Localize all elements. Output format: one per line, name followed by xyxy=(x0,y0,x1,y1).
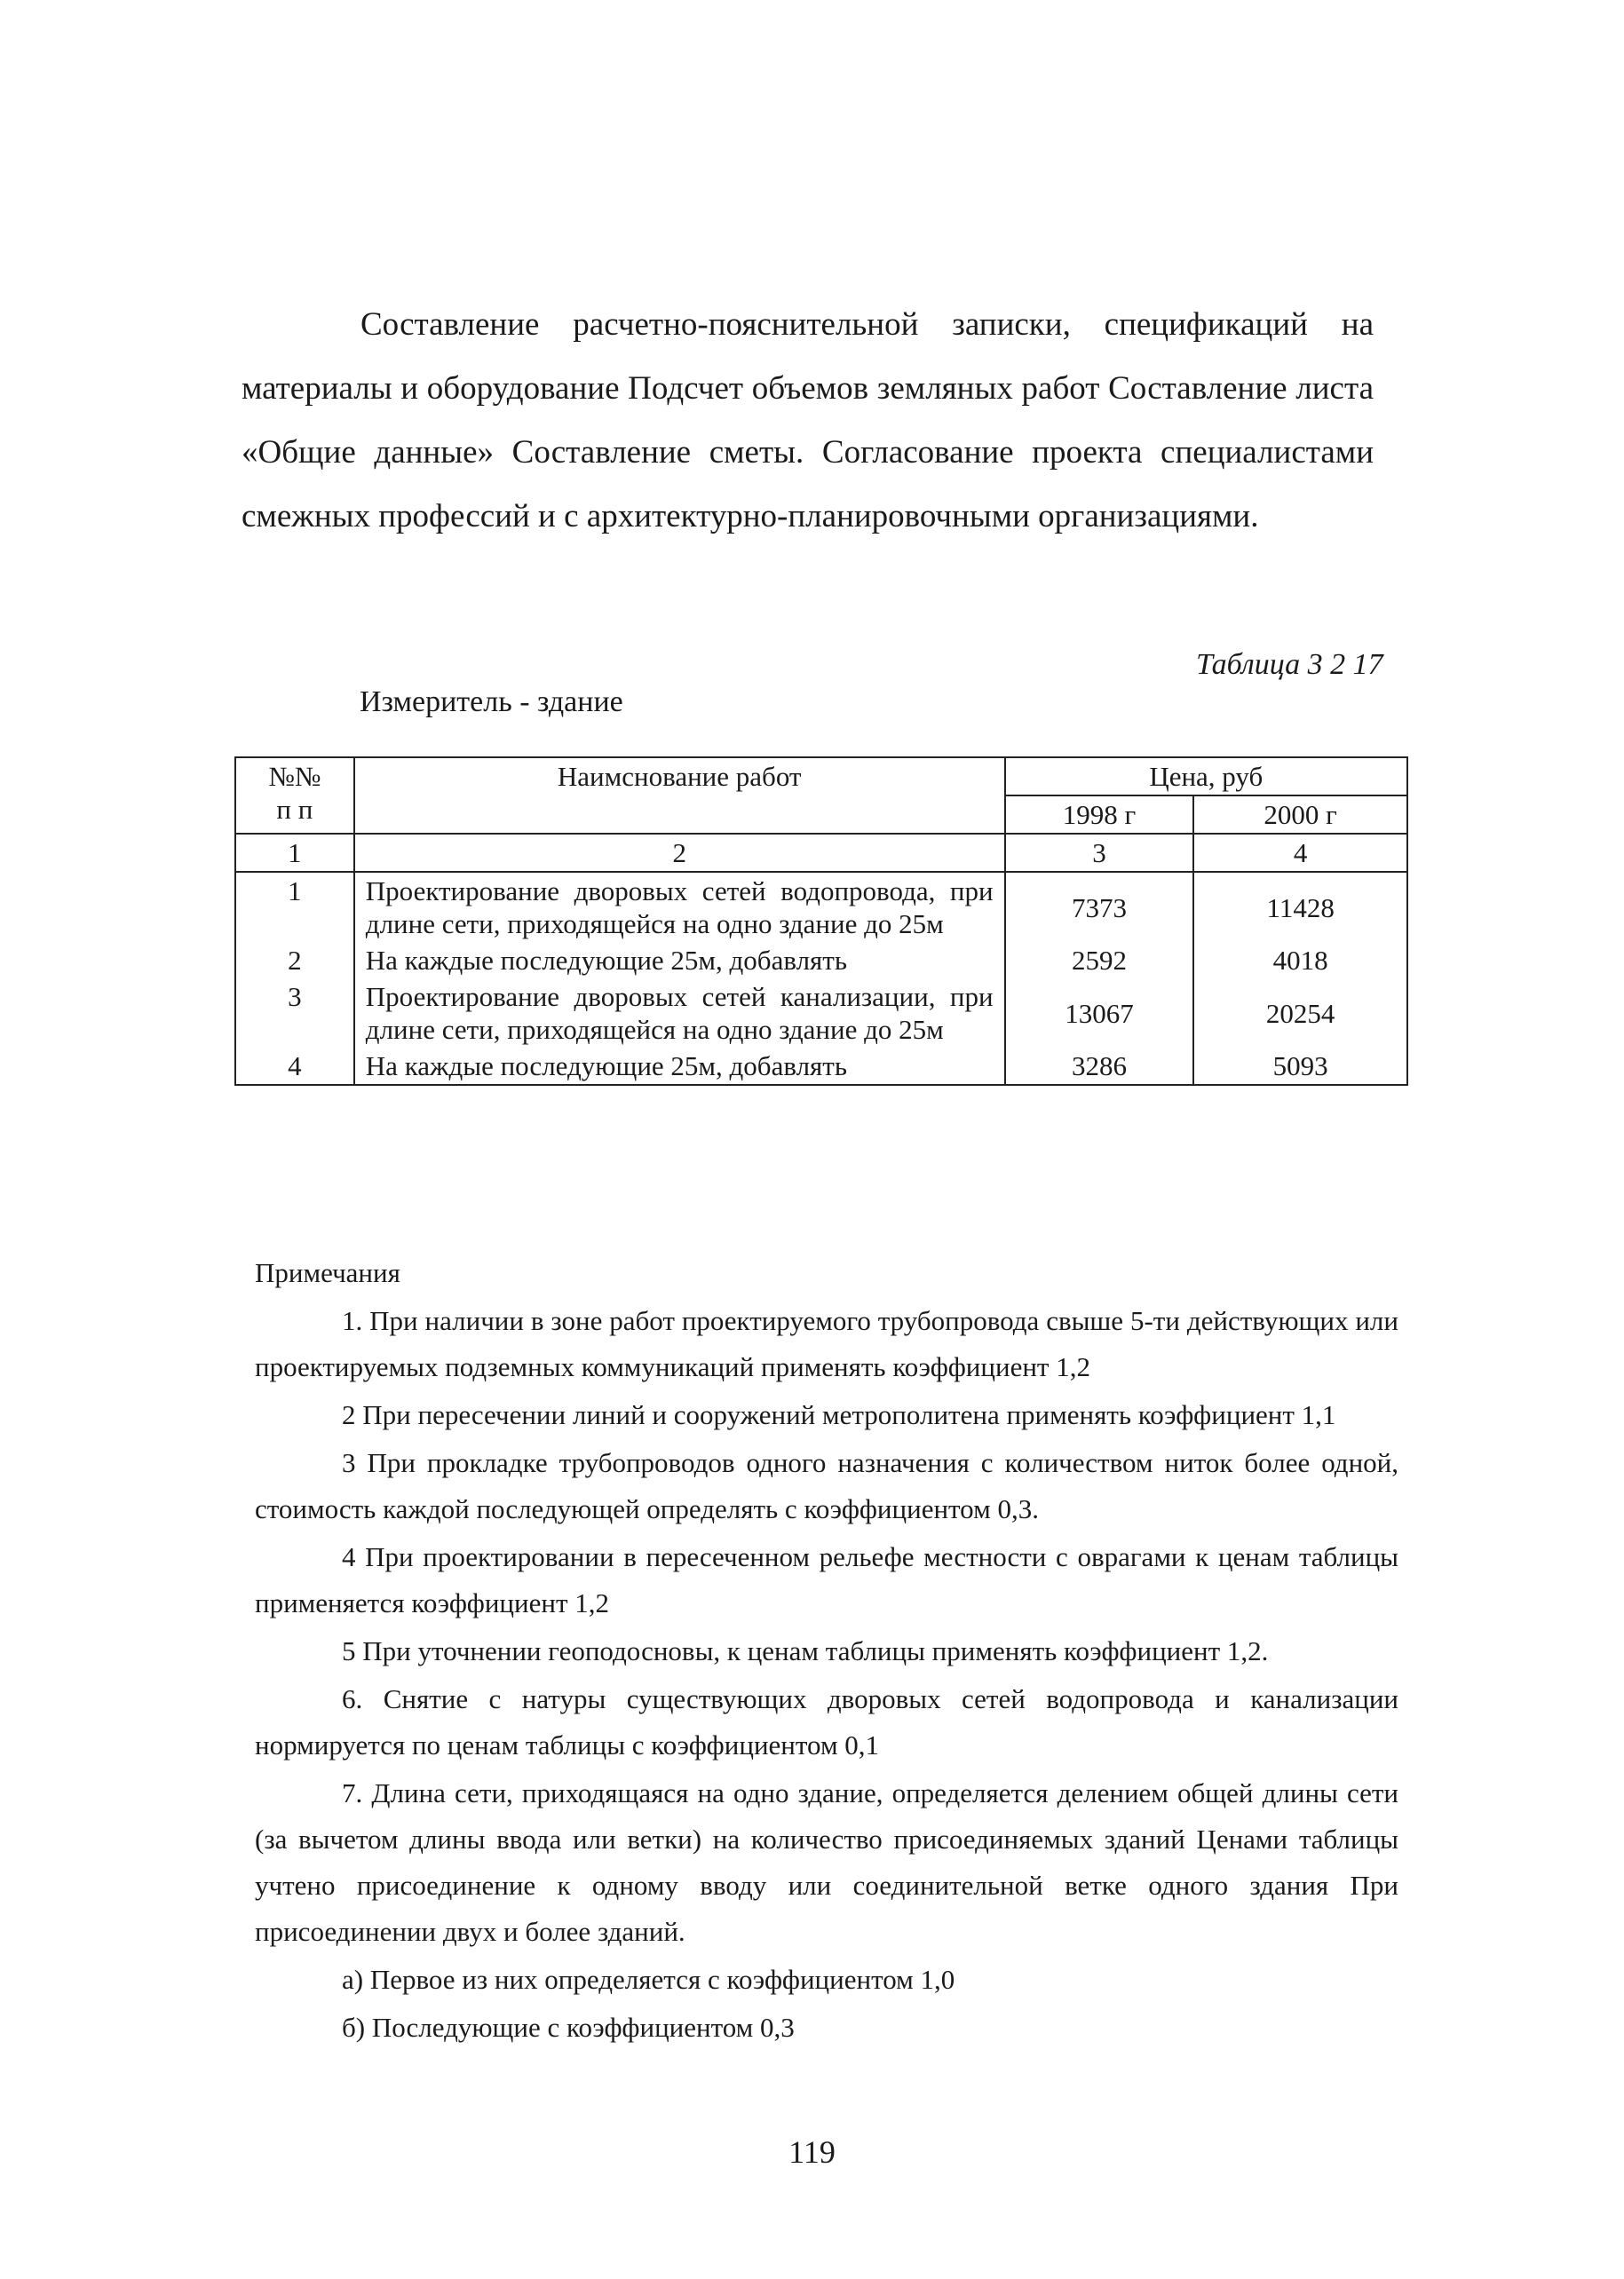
notes-section xyxy=(255,1250,1398,2053)
table-row xyxy=(235,978,1407,1048)
row-price-2000: 5093 xyxy=(1193,1048,1407,1085)
row-number: 3 xyxy=(235,978,354,1048)
table-row xyxy=(235,942,1407,978)
col-num-header-line2: п п xyxy=(276,794,313,825)
row-number: 4 xyxy=(235,1048,354,1085)
note-item: 6. Снятие с натуры существующих дворовых сетей водопровода и канализации нормируется по ценам таблицы с коэффициентом 0,1 xyxy=(255,1683,1398,1761)
note-item: 2 При пересечении линий и сооружений метрополитена применять коэффициент 1,1 xyxy=(342,1399,1336,1430)
row-work-name: На каждые последующие 25м, добавлять xyxy=(354,1048,1005,1085)
note-item: 1. При наличии в зоне работ проектируемого трубопровода свыше 5-ти действующих или проектируемых подземных коммуникаций применять коэффициент 1,2 xyxy=(255,1305,1398,1382)
row-number: 2 xyxy=(235,942,354,978)
note-item: б) Последующие с коэффициентом 0,3 xyxy=(342,2012,795,2043)
table-row xyxy=(235,872,1407,942)
col-number-cell: 4 xyxy=(1193,834,1407,872)
col-number-cell: 1 xyxy=(235,834,354,872)
intro-paragraph: Составление расчетно-пояснительной записки, спецификаций на материалы и оборудование Подсчет объемов земляных работ Составление листа «Общие данные» Составление сметы. Согласование проекта специалистами смежных профессий и с архитектурно-планировочными организациями. xyxy=(242,306,1374,534)
row-price-1998: 3286 xyxy=(1005,1048,1194,1085)
note-item: 5 При уточнении геоподосновы, к ценам таблицы применять коэффициент 1,2. xyxy=(342,1635,1269,1666)
note-item: 3 При прокладке трубопроводов одного назначения с количеством ниток более одной, стоимость каждой последующей определять с коэффициентом 0,3. xyxy=(255,1447,1398,1524)
notes-title: Примечания xyxy=(255,1257,400,1288)
row-price-1998: 7373 xyxy=(1005,872,1194,942)
note-item: 4 При проектировании в пересеченном рельефе местности с оврагами к ценам таблицы применяется коэффициент 1,2 xyxy=(255,1541,1398,1618)
col-year-2000-header: 2000 г xyxy=(1193,795,1407,834)
row-price-1998: 13067 xyxy=(1005,978,1194,1048)
col-year-1998-header: 1998 г xyxy=(1005,795,1194,834)
col-name-header: Наимснование работ xyxy=(354,757,1005,834)
col-number-cell: 2 xyxy=(354,834,1005,872)
price-table xyxy=(234,756,1408,1086)
page-number: 119 xyxy=(788,2134,836,2170)
row-price-1998: 2592 xyxy=(1005,942,1194,978)
row-work-name: На каждые последующие 25м, добавлять xyxy=(354,942,1005,978)
col-num-header-line1: №№ xyxy=(268,761,321,792)
row-number: 1 xyxy=(235,872,354,942)
row-price-2000: 11428 xyxy=(1193,872,1407,942)
row-work-name: Проектирование дворовых сетей канализации, при длине сети, приходящейся на одно здание до 25м xyxy=(354,978,1005,1048)
table-row xyxy=(235,1048,1407,1085)
row-price-2000: 20254 xyxy=(1193,978,1407,1048)
note-item: 7. Длина сети, приходящаяся на одно здание, определяется делением общей длины сети (за вычетом длины ввода или ветки) на количество присоединяемых зданий Ценами таблицы учтено присоединение к одному вводу или соединительной ветке одного здания При присоединении двух и более зданий. xyxy=(255,1777,1398,1947)
col-num-header xyxy=(235,757,354,834)
col-number-cell: 3 xyxy=(1005,834,1194,872)
meter-label: Измеритель - здание xyxy=(360,685,623,718)
col-price-header: Цена, руб xyxy=(1005,757,1407,795)
row-price-2000: 4018 xyxy=(1193,942,1407,978)
table-caption: Таблица 3 2 17 xyxy=(1196,648,1383,681)
note-item: а) Первое из них определяется с коэффициентом 1,0 xyxy=(342,1964,955,1995)
row-work-name: Проектирование дворовых сетей водопровода, при длине сети, приходящейся на одно здание до 25м xyxy=(354,872,1005,942)
